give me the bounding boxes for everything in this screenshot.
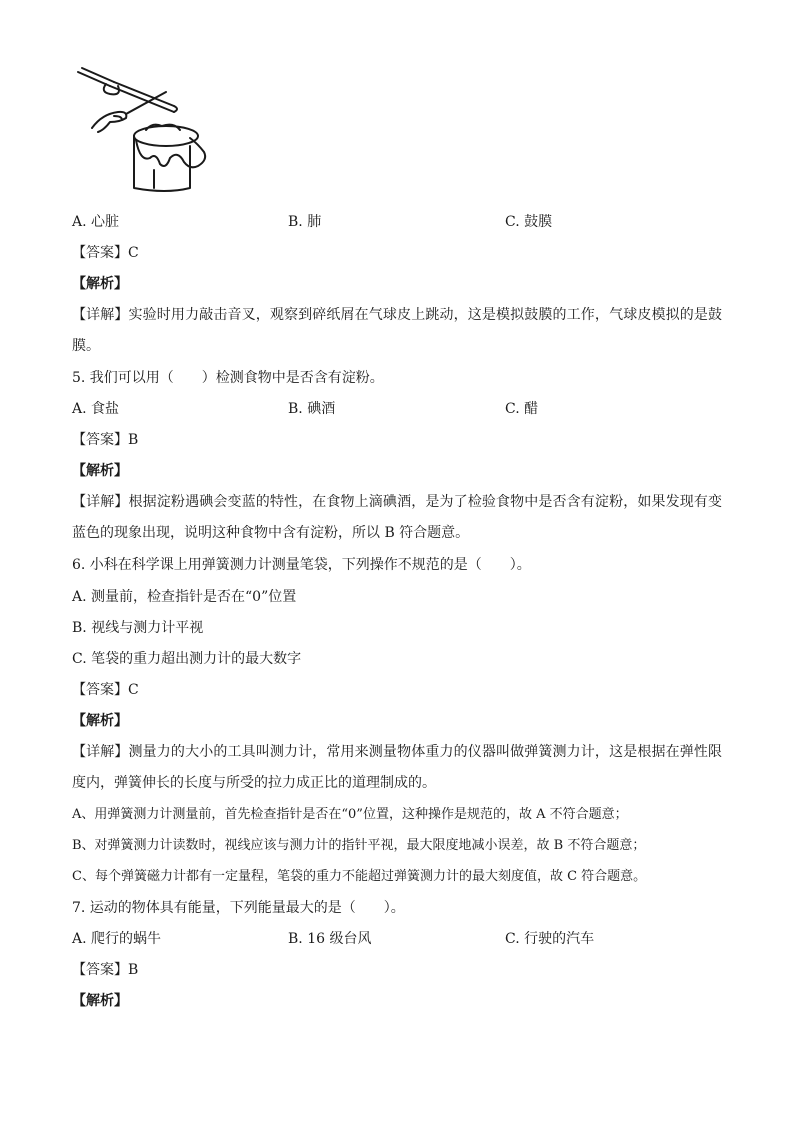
q5-question: 5. 我们可以用（ ）检测食物中是否含有淀粉。 [72,370,384,386]
q6-option-b: B. 视线与测力计平视 [72,620,204,636]
q4-option-a: A. 心脏 [72,214,120,230]
q6-explanation-c: C、每个弹簧磁力计都有一定量程，笔袋的重力不能超过弹簧测力计的最大刻度值，故 C 符合题意。 [72,869,647,884]
q6-option-a: A. 测量前，检查指针是否在“0”位置 [72,589,297,605]
q6-explanation-a: A、用弹簧测力计测量前，首先检查指针是否在“0”位置，这种操作是规范的，故 A 不符合题意； [72,807,628,822]
q6-option-c: C. 笔袋的重力超出测力计的最大数字 [72,651,302,667]
q4-analysis-heading: 【解析】 [72,276,128,292]
q4-detail: 【详解】实验时用力敲击音叉，观察到碎纸屑在气球皮上跳动，这是模拟鼓膜的工作，气球皮模拟的是鼓膜。 [72,307,722,354]
q4-option-c: C. 鼓膜 [505,214,553,230]
q4-answer: 【答案】C [72,245,139,261]
q5-option-b: B. 碘酒 [288,401,336,417]
q6-analysis-heading: 【解析】 [72,713,128,729]
q7-option-b: B. 16 级台风 [288,931,372,947]
q7-analysis-heading: 【解析】 [72,993,128,1009]
q5-analysis-heading: 【解析】 [72,463,128,479]
q7-answer: 【答案】B [72,962,139,978]
q5-option-a: A. 食盐 [72,401,120,417]
q5-answer: 【答案】B [72,432,139,448]
tuning-fork-experiment-figure [70,66,210,196]
q5-option-c: C. 醋 [505,401,539,417]
q7-question: 7. 运动的物体具有能量，下列能量最大的是（ ）。 [72,900,405,916]
q5-detail: 【详解】根据淀粉遇碘会变蓝的特性，在食物上滴碘酒，是为了检验食物中是否含有淀粉，如果发现有变蓝色的现象出现，说明这种食物中含有淀粉，所以 B 符合题意。 [72,494,722,541]
q6-explanation-b: B、对弹簧测力计读数时，视线应该与测力计的指针平视，最大限度地减小误差，故 B 不符合题意； [72,838,646,853]
q6-detail: 【详解】测量力的大小的工具叫测力计，常用来测量物体重力的仪器叫做弹簧测力计，这是根据在弹性限度内，弹簧伸长的长度与所受的拉力成正比的道理制成的。 [72,744,722,791]
q6-answer: 【答案】C [72,682,139,698]
q7-option-c: C. 行驶的汽车 [505,931,595,947]
q4-option-b: B. 肺 [288,214,322,230]
q7-option-a: A. 爬行的蜗牛 [72,931,162,947]
q6-question: 6. 小科在科学课上用弹簧测力计测量笔袋，下列操作不规范的是（ ）。 [72,557,531,573]
